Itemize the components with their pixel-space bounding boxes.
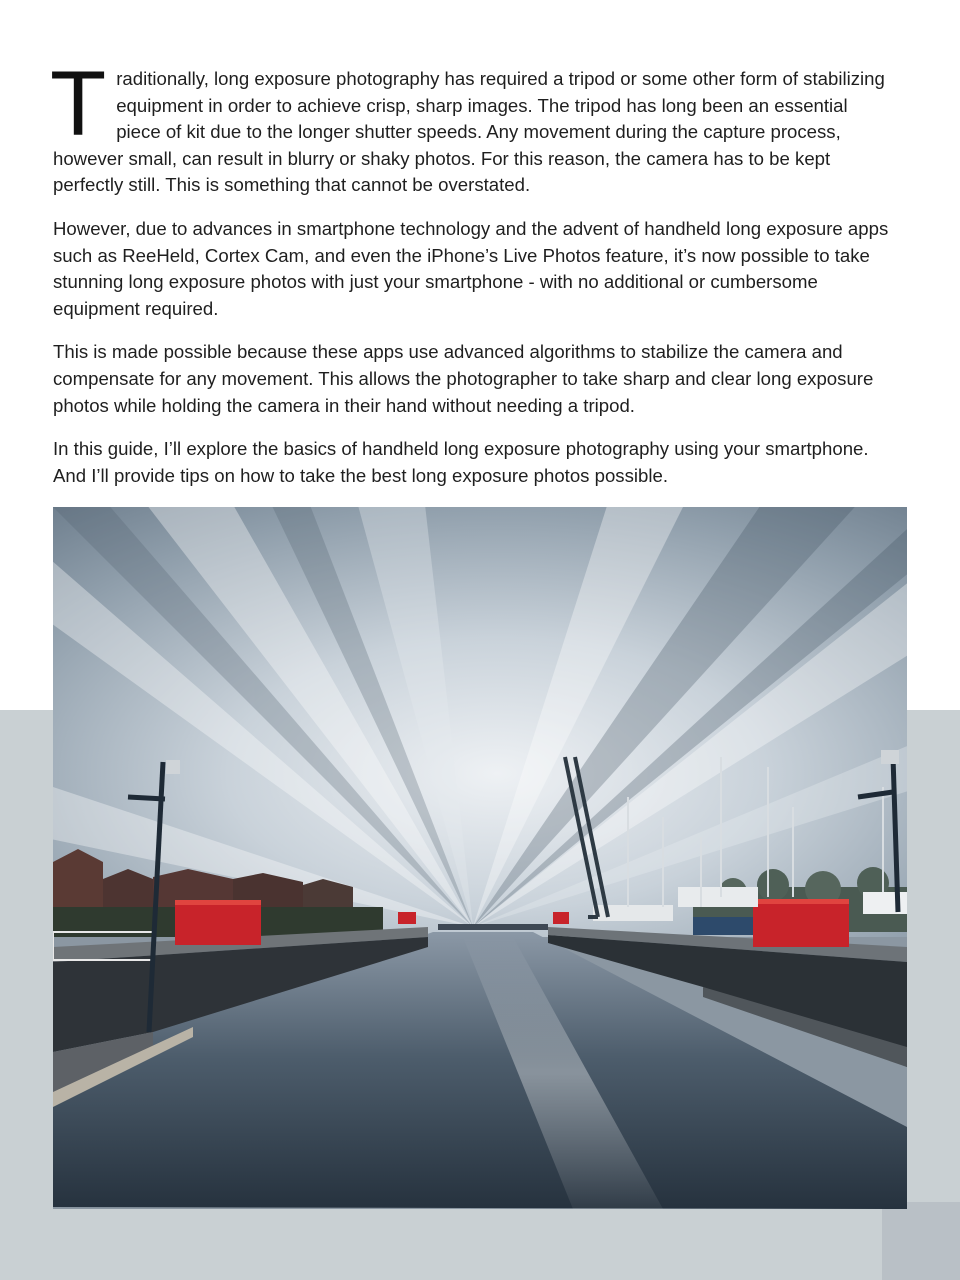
lamp-head-left (166, 760, 180, 774)
background-corner-block (882, 1202, 960, 1280)
article-body (50, 53, 895, 506)
paragraph-1-text: raditionally, long exposure photography has required a tripod or some other form of stabilizing equipment in order to achieve crisp, sharp images. The tripod has long been an essential piece of kit due to the longer shutter speeds. Any movement during the capture process, however small, can result in blurry or shaky photos. For this reason, the camera has to be kept perfectly still. This is something that cannot be overstated. (53, 68, 885, 196)
paragraph-4: In this guide, I’ll explore the basics of handheld long exposure photography using your smartphone. And I’ll provide tips on how to take the best long exposure photos possible. (53, 438, 869, 486)
marina-photo (53, 507, 907, 1209)
distant-bridge (438, 924, 548, 930)
marina-photo-illustration (53, 507, 907, 1209)
paragraph-1 (50, 53, 895, 199)
lamp-head-right (881, 750, 899, 764)
drop-cap: T (50, 53, 107, 155)
paragraph-2: However, due to advances in smartphone technology and the advent of handheld long exposure apps such as ReeHeld, Cortex Cam, and even the iPhone’s Live Photos feature, it’s now possible to take stunning long exposure photos with just your smartphone - with no additional or cumbersome equipment required. (53, 217, 889, 319)
paragraph-3: This is made possible because these apps use advanced algorithms to stabilize the camera and compensate for any movement. This allows the photographer to take sharp and clear long exposure photos while holding the camera in their hand without needing a tripod. (53, 341, 874, 416)
